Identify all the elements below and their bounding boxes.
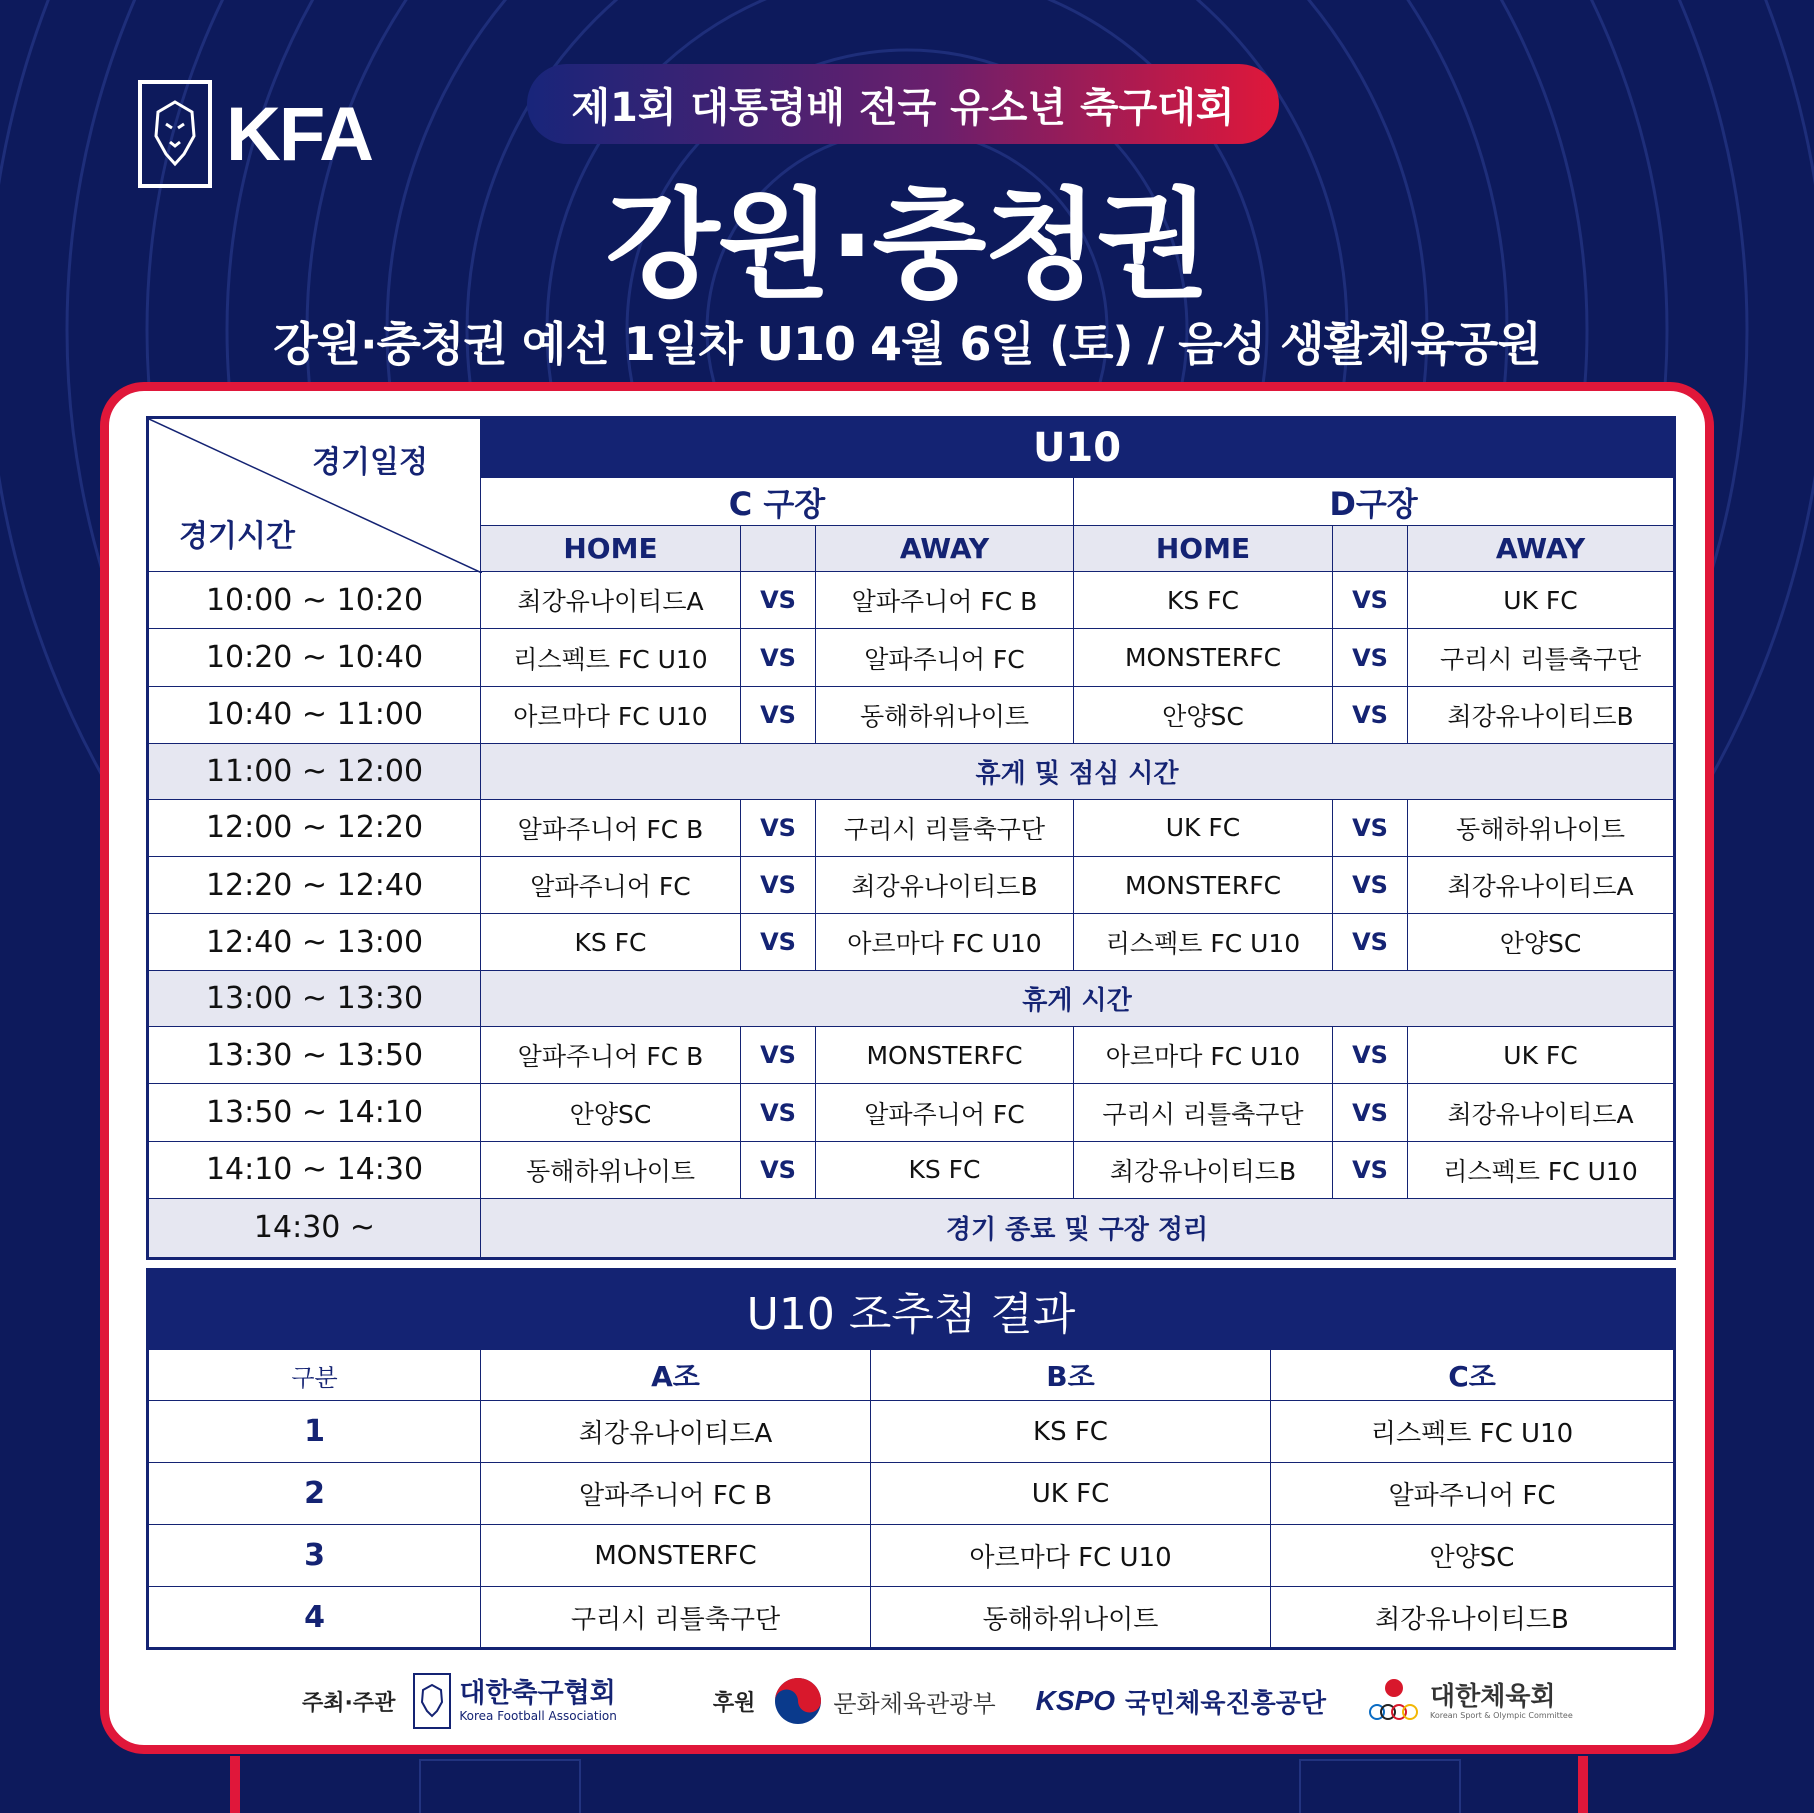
group-c-team: 리스펙트 FC U10 xyxy=(1271,1401,1675,1463)
kfa-name-en: Korea Football Association xyxy=(459,1709,617,1723)
kfa-shield-icon xyxy=(413,1673,451,1729)
break-note: 휴게 시간 xyxy=(481,971,1675,1027)
draw-row xyxy=(148,1525,1675,1587)
vs-label: VS xyxy=(741,1027,816,1084)
c-home-team: 알파주니어 FC B xyxy=(481,799,741,856)
match-row xyxy=(148,856,1675,913)
decorative-post xyxy=(230,1756,240,1813)
c-home-team: 알파주니어 FC B xyxy=(481,1027,741,1084)
c-away-team: 최강유나이티드B xyxy=(816,856,1074,913)
group-a-team: 알파주니어 FC B xyxy=(481,1463,871,1525)
c-away-team: KS FC xyxy=(816,1141,1074,1198)
logo-text: KFA xyxy=(226,91,372,177)
group-b-team: 아르마다 FC U10 xyxy=(871,1525,1271,1587)
vs-label: VS xyxy=(741,686,816,743)
match-row xyxy=(148,1084,1675,1141)
c-vs-header xyxy=(741,526,816,572)
break-row xyxy=(148,1198,1675,1258)
c-away-header: AWAY xyxy=(816,526,1074,572)
vs-label: VS xyxy=(741,1084,816,1141)
match-row xyxy=(148,629,1675,686)
vs-label: VS xyxy=(741,856,816,913)
draw-row xyxy=(148,1463,1675,1525)
match-time: 10:40 ~ 11:00 xyxy=(148,686,481,743)
group-a-team: MONSTERFC xyxy=(481,1525,871,1587)
match-time: 13:50 ~ 14:10 xyxy=(148,1084,481,1141)
draw-seed: 2 xyxy=(148,1463,481,1525)
group-b-team: KS FC xyxy=(871,1401,1271,1463)
vs-label: VS xyxy=(1333,572,1408,629)
c-home-team: 안양SC xyxy=(481,1084,741,1141)
break-row xyxy=(148,971,1675,1027)
break-time: 13:00 ~ 13:30 xyxy=(148,971,481,1027)
vs-label: VS xyxy=(741,1141,816,1198)
d-home-team: UK FC xyxy=(1074,799,1333,856)
d-home-team: 리스펙트 FC U10 xyxy=(1074,914,1333,971)
match-row xyxy=(148,914,1675,971)
c-home-header: HOME xyxy=(481,526,741,572)
d-home-team: MONSTERFC xyxy=(1074,629,1333,686)
c-home-team: 리스펙트 FC U10 xyxy=(481,629,741,686)
vs-label: VS xyxy=(1333,1027,1408,1084)
group-a-team: 최강유나이티드A xyxy=(481,1401,871,1463)
c-home-team: 최강유나이티드A xyxy=(481,572,741,629)
tournament-title: 제1회 대통령배 전국 유소년 축구대회 xyxy=(527,64,1279,144)
sponsor-bar xyxy=(146,1670,1673,1732)
group-b-team: UK FC xyxy=(871,1463,1271,1525)
c-home-team: 아르마다 FC U10 xyxy=(481,686,741,743)
d-home-team: 안양SC xyxy=(1074,686,1333,743)
c-away-team: 동해하위나이트 xyxy=(816,686,1074,743)
host-label: 주최·주관 xyxy=(302,1690,396,1716)
vs-label: VS xyxy=(741,914,816,971)
match-row xyxy=(148,1027,1675,1084)
match-time: 14:10 ~ 14:30 xyxy=(148,1141,481,1198)
d-away-team: UK FC xyxy=(1408,572,1675,629)
event-subtitle: 강원·충청권 예선 1일차 U10 4월 6일 (토) / 음성 생활체육공원 xyxy=(273,317,1541,371)
d-away-team: UK FC xyxy=(1408,1027,1675,1084)
kfa-sponsor-logo xyxy=(413,1673,616,1729)
draw-seed: 1 xyxy=(148,1401,481,1463)
vs-label: VS xyxy=(1333,799,1408,856)
group-c-team: 안양SC xyxy=(1271,1525,1675,1587)
vs-label: VS xyxy=(741,799,816,856)
draw-row xyxy=(148,1401,1675,1463)
c-home-team: KS FC xyxy=(481,914,741,971)
draw-row xyxy=(148,1587,1675,1649)
d-away-team: 최강유나이티드B xyxy=(1408,686,1675,743)
d-away-team: 동해하위나이트 xyxy=(1408,799,1675,856)
c-away-team: MONSTERFC xyxy=(816,1027,1074,1084)
kfa-name-ko: 대한축구협회 xyxy=(459,1678,616,1709)
vs-label: VS xyxy=(741,629,816,686)
vs-label: VS xyxy=(1333,1084,1408,1141)
match-row xyxy=(148,799,1675,856)
corner-label-schedule: 경기일정 xyxy=(312,445,428,480)
koc-name-ko: 대한체육회 xyxy=(1429,1681,1556,1712)
break-row xyxy=(148,743,1675,799)
match-row xyxy=(148,1141,1675,1198)
group-c-team: 최강유나이티드B xyxy=(1271,1587,1675,1649)
vs-label: VS xyxy=(1333,914,1408,971)
break-note: 휴게 및 점심 시간 xyxy=(481,743,1675,799)
match-time: 12:40 ~ 13:00 xyxy=(148,914,481,971)
draw-title: U10 조추첨 결과 xyxy=(148,1270,1675,1350)
end-time: 14:30 ~ xyxy=(148,1198,481,1258)
match-time: 12:00 ~ 12:20 xyxy=(148,799,481,856)
c-away-team: 구리시 리틀축구단 xyxy=(816,799,1074,856)
group-draw-table xyxy=(146,1268,1676,1650)
draw-header-group-a: A조 xyxy=(481,1350,871,1401)
group-b-team: 동해하위나이트 xyxy=(871,1587,1271,1649)
support-label: 후원 xyxy=(712,1690,756,1716)
vs-label: VS xyxy=(1333,856,1408,913)
d-away-team: 구리시 리틀축구단 xyxy=(1408,629,1675,686)
c-home-team: 알파주니어 FC xyxy=(481,856,741,913)
vs-label: VS xyxy=(741,572,816,629)
d-away-team: 리스펙트 FC U10 xyxy=(1408,1141,1675,1198)
d-home-team: MONSTERFC xyxy=(1074,856,1333,913)
c-home-team: 동해하위나이트 xyxy=(481,1141,741,1198)
kspo-mark: KSPO xyxy=(1035,1685,1116,1716)
corner-label-time: 경기시간 xyxy=(179,519,295,555)
kspo-name: 국민체육진흥공단 xyxy=(1125,1688,1326,1719)
d-home-team: 최강유나이티드B xyxy=(1074,1141,1333,1198)
koc-sponsor-logo xyxy=(1366,1676,1573,1726)
field-c-header: C 구장 xyxy=(481,478,1074,526)
draw-seed: 3 xyxy=(148,1525,481,1587)
d-home-team: 아르마다 FC U10 xyxy=(1074,1027,1333,1084)
decorative-post xyxy=(1578,1756,1588,1813)
d-home-team: 구리시 리틀축구단 xyxy=(1074,1084,1333,1141)
vs-label: VS xyxy=(1333,686,1408,743)
c-away-team: 알파주니어 FC B xyxy=(816,572,1074,629)
region-title: 강원·충청권 xyxy=(605,176,1209,314)
mcst-name: 문화체육관광부 xyxy=(833,1689,996,1718)
match-schedule-table xyxy=(146,416,1676,1260)
draw-header-group-c: C조 xyxy=(1271,1350,1675,1401)
end-note: 경기 종료 및 구장 정리 xyxy=(481,1198,1675,1258)
koc-name-en: Korean Sport & Olympic Committee xyxy=(1429,1710,1573,1720)
c-away-team: 아르마다 FC U10 xyxy=(816,914,1074,971)
d-away-team: 안양SC xyxy=(1408,914,1675,971)
category-header: U10 xyxy=(481,418,1675,478)
d-home-team: KS FC xyxy=(1074,572,1333,629)
d-vs-header xyxy=(1333,526,1408,572)
schedule-corner-header xyxy=(148,418,481,572)
d-away-team: 최강유나이티드A xyxy=(1408,856,1675,913)
break-time: 11:00 ~ 12:00 xyxy=(148,743,481,799)
d-away-header: AWAY xyxy=(1408,526,1675,572)
group-a-team: 구리시 리틀축구단 xyxy=(481,1587,871,1649)
match-time: 10:20 ~ 10:40 xyxy=(148,629,481,686)
taegeuk-icon xyxy=(773,1676,823,1726)
d-home-header: HOME xyxy=(1074,526,1333,572)
olympic-rings-icon xyxy=(1366,1676,1422,1726)
draw-header-group-b: B조 xyxy=(871,1350,1271,1401)
vs-label: VS xyxy=(1333,629,1408,686)
mcst-sponsor-logo xyxy=(773,1676,995,1726)
match-time: 12:20 ~ 12:40 xyxy=(148,856,481,913)
match-row xyxy=(148,686,1675,743)
d-away-team: 최강유나이티드A xyxy=(1408,1084,1675,1141)
field-d-header: D구장 xyxy=(1074,478,1675,526)
match-row xyxy=(148,572,1675,629)
c-away-team: 알파주니어 FC xyxy=(816,629,1074,686)
draw-header-division: 구분 xyxy=(148,1350,481,1401)
vs-label: VS xyxy=(1333,1141,1408,1198)
match-time: 13:30 ~ 13:50 xyxy=(148,1027,481,1084)
match-time: 10:00 ~ 10:20 xyxy=(148,572,481,629)
c-away-team: 알파주니어 FC xyxy=(816,1084,1074,1141)
group-c-team: 알파주니어 FC xyxy=(1271,1463,1675,1525)
draw-seed: 4 xyxy=(148,1587,481,1649)
kspo-sponsor-logo xyxy=(1036,1683,1326,1720)
